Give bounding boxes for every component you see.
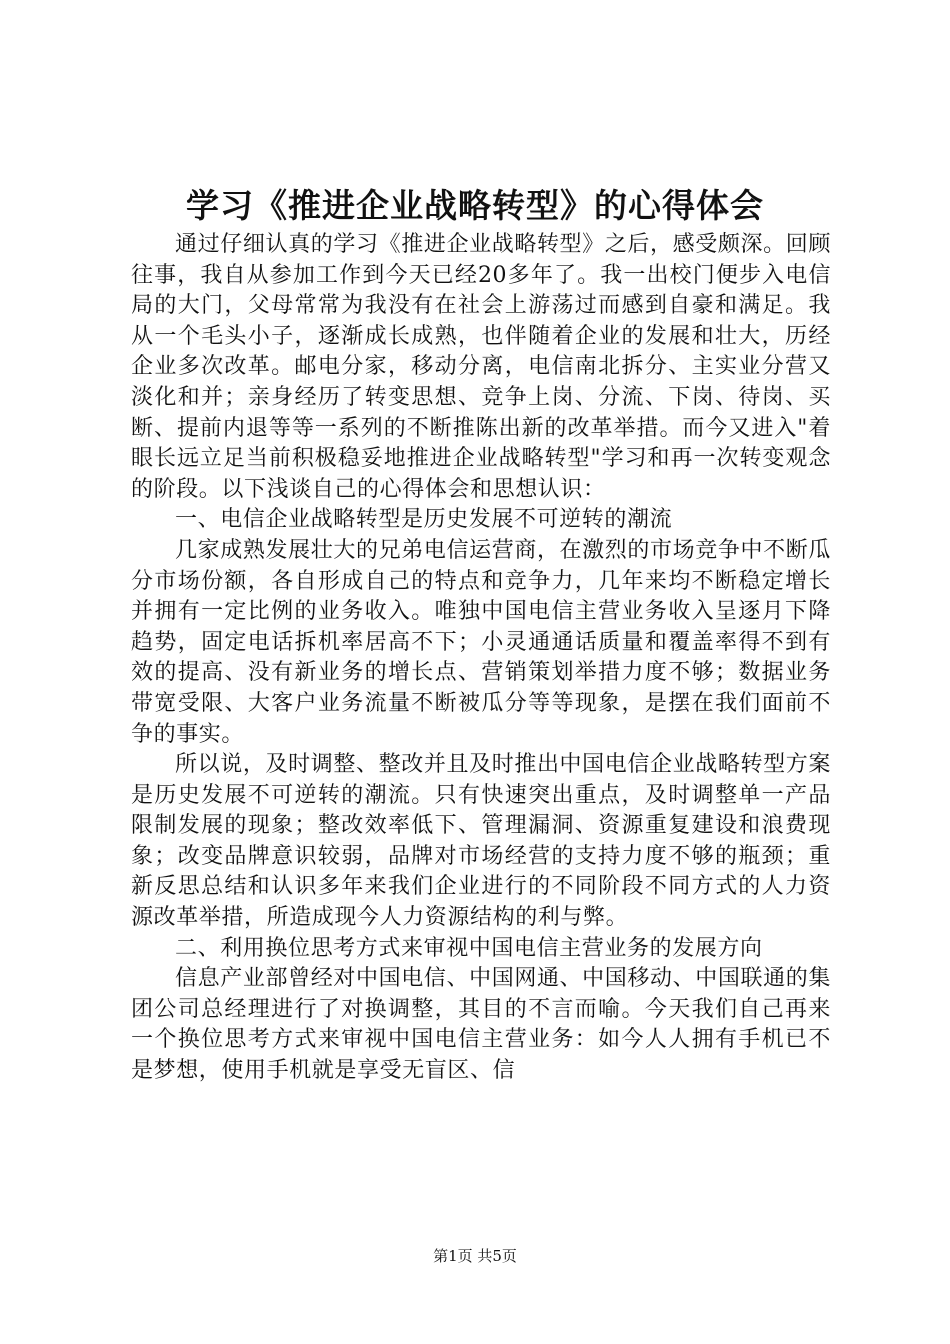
page-footer: 第1页 共5页 <box>433 1247 517 1265</box>
paragraph-section-1-a: 几家成熟发展壮大的兄弟电信运营商，在激烈的市场竞争中不断瓜分市场份额，各自形成自己的特点和竞争力，几年来均不断稳定增长并拥有一定比例的业务收入。唯独中国电信主营业务收入呈逐月下降趋势，固定电话拆机率居高不下；小灵通通话质量和覆盖率得不到有效的提高、没有新业务的增长点、营销策划举措力度不够；数据业务带宽受限、大客户业务流量不断被瓜分等等现象，是摆在我们面前不争的事实。 <box>131 537 831 747</box>
document-body <box>131 230 831 1087</box>
paragraph-intro: 通过仔细认真的学习《推进企业战略转型》之后，感受颇深。回顾往事，我自从参加工作到今天已经20多年了。我一出校门便步入电信局的大门，父母常常为我没有在社会上游荡过而感到自豪和满足。我从一个毛头小子，逐渐成长成熟，也伴随着企业的发展和壮大，历经企业多次改革。邮电分家，移动分离，电信南北拆分、主实业分营又淡化和并；亲身经历了转变思想、竞争上岗、分流、下岗、待岗、买断、提前内退等等一系列的不断推陈出新的改革举措。而今又进入"着眼长远立足当前积极稳妥地推进企业战略转型"学习和再一次转变观念的阶段。以下浅谈自己的心得体会和思想认识： <box>131 232 831 502</box>
paragraph-section-2-a: 信息产业部曾经对中国电信、中国网通、中国移动、中国联通的集团公司总经理进行了对换调整，其目的不言而喻。今天我们自己再来一个换位思考方式来审视中国电信主营业务：如今人人拥有手机已不是梦想，使用手机就是享受无盲区、信 <box>131 966 831 1084</box>
document-title: 学习《推进企业战略转型》的心得体会 <box>186 186 764 225</box>
section-heading-2: 二、利用换位思考方式来审视中国电信主营业务的发展方向 <box>175 935 763 961</box>
section-heading-1: 一、电信企业战略转型是历史发展不可逆转的潮流 <box>175 507 673 533</box>
paragraph-section-1-b: 所以说，及时调整、整改并且及时推出中国电信企业战略转型方案是历史发展不可逆转的潮流。只有快速突出重点，及时调整单一产品限制发展的现象；整改效率低下、管理漏洞、资源重复建设和浪费现象；改变品牌意识较弱，品牌对市场经营的支持力度不够的瓶颈；重新反思总结和认识多年来我们企业进行的不同阶段不同方式的人力资源改革举措，所造成现今人力资源结构的利与弊。 <box>131 752 831 931</box>
